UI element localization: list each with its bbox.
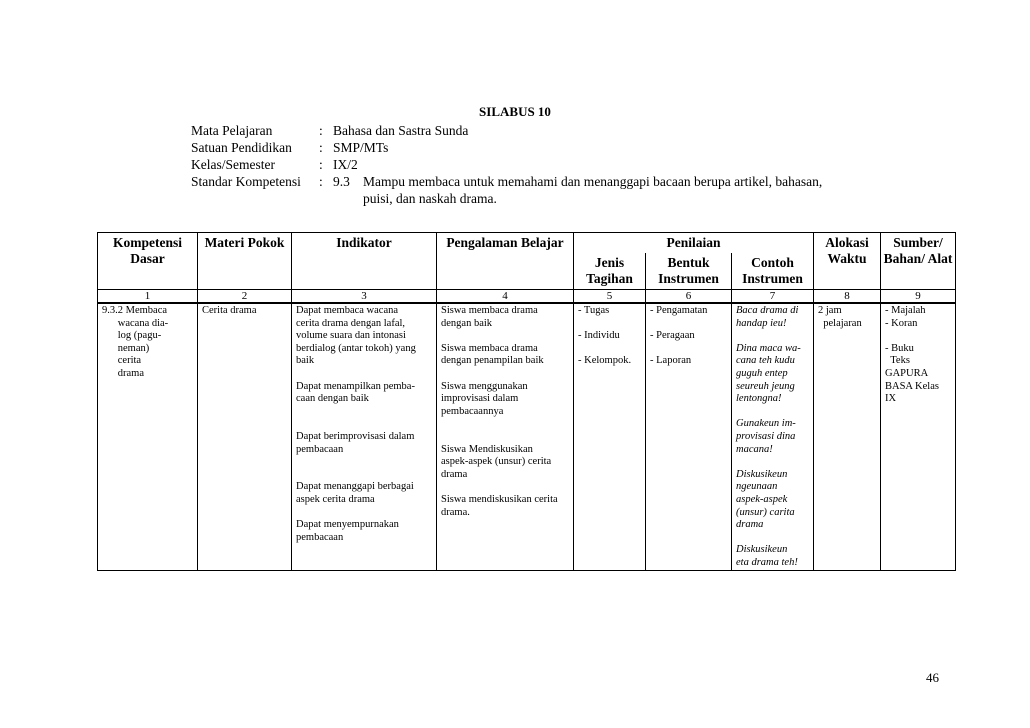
cell-materi-pokok: Cerita drama — [202, 305, 257, 316]
syllabus-table — [97, 232, 956, 571]
header-kompetensi-dasar: Kompetensi Dasar — [98, 233, 198, 290]
meta-key: Mata Pelajaran — [191, 123, 273, 138]
meta-key: Satuan Pendidikan — [191, 140, 292, 155]
cell-indikator: Dapat membaca wacana cerita drama dengan lafal, volume suara dan intonasi berdialog (antar tokoh) yang baik Dapat menampilkan pemba- caan dengan baik Dapat berimprovisasi dalam pembacaan Dapat menanggapi berbagai aspek cerita drama Dapat menyempurnakan pembacaan — [296, 305, 416, 543]
header-materi-pokok: Materi Pokok — [198, 233, 292, 290]
cell-bentuk-instrumen: - Pengamatan - Peragaan - Laporan — [650, 305, 708, 367]
standard-number: 9.3 — [333, 174, 350, 189]
standard-text-line2: puisi, dan naskah drama. — [363, 191, 497, 206]
standard-text-line1: Mampu membaca untuk memahami dan menanggapi bacaan berupa artikel, bahasan, — [363, 174, 823, 189]
header-jenis-tagihan: Jenis Tagihan — [574, 253, 646, 290]
document-meta — [191, 122, 822, 207]
header-pengalaman-belajar: Pengalaman Belajar — [437, 233, 574, 290]
column-number: 2 — [198, 290, 292, 304]
meta-row-standard: Standar Kompetensi : 9.3 Mampu membaca untuk memahami dan menanggapi bacaan berupa artikel, bahasan, puisi, dan naskah drama. — [191, 174, 823, 206]
meta-row-class: Kelas/Semester : IX/2 — [191, 157, 358, 172]
column-number: 1 — [98, 290, 198, 304]
header-contoh-instrumen: Contoh Instrumen — [732, 253, 814, 290]
column-number: 3 — [292, 290, 437, 304]
header-alokasi-waktu: Alokasi Waktu — [814, 233, 881, 290]
page-number: 46 — [926, 670, 939, 685]
header-penilaian: Penilaian — [574, 233, 814, 254]
meta-key: Kelas/Semester — [191, 157, 275, 172]
meta-value: SMP/MTs — [333, 140, 389, 155]
meta-key: Standar Kompetensi — [191, 174, 301, 189]
header-sumber: Sumber/ Bahan/ Alat — [881, 233, 956, 290]
column-number: 7 — [732, 290, 814, 304]
meta-row-school: Satuan Pendidikan : SMP/MTs — [191, 140, 389, 155]
meta-value: Bahasa dan Sastra Sunda — [333, 123, 469, 138]
cell-contoh-instrumen: Baca drama di handap ieu! Dina maca wa- cana teh kudu guguh entep seureuh jeung lentongna! Gunakeun im- provisasi dina macana! Diskusikeun ngeunaan aspek-aspek (unsur) carita drama Diskusikeun eta drama teh! — [736, 305, 801, 568]
document-title: SILABUS 10 — [479, 104, 551, 119]
column-number-row — [98, 290, 956, 304]
cell-sumber: - Majalah - Koran - Buku Teks GAPURA BASA Kelas IX — [885, 305, 939, 405]
cell-kompetensi-dasar: 9.3.2 Membaca wacana dia- log (pagu- neman) cerita drama — [102, 305, 169, 379]
header-bentuk-instrumen: Bentuk Instrumen — [646, 253, 732, 290]
column-number: 9 — [881, 290, 956, 304]
column-number: 6 — [646, 290, 732, 304]
column-number: 8 — [814, 290, 881, 304]
table-row — [98, 303, 956, 571]
column-number: 5 — [574, 290, 646, 304]
column-number: 4 — [437, 290, 574, 304]
cell-jenis-tagihan: - Tugas - Individu - Kelompok. — [578, 305, 632, 367]
header-indikator: Indikator — [292, 233, 437, 290]
cell-alokasi-waktu: 2 jam pelajaran — [818, 305, 862, 329]
cell-pengalaman-belajar: Siswa membaca drama dengan baik Siswa membaca drama dengan penampilan baik Siswa menggunakan improvisasi dalam pembacaannya Siswa Mendiskusikan aspek-aspek (unsur) cerita drama Siswa mendiskusikan cerita drama. — [441, 305, 558, 518]
meta-value: IX/2 — [333, 157, 358, 172]
meta-row-subject: Mata Pelajaran : Bahasa dan Sastra Sunda — [191, 123, 469, 138]
